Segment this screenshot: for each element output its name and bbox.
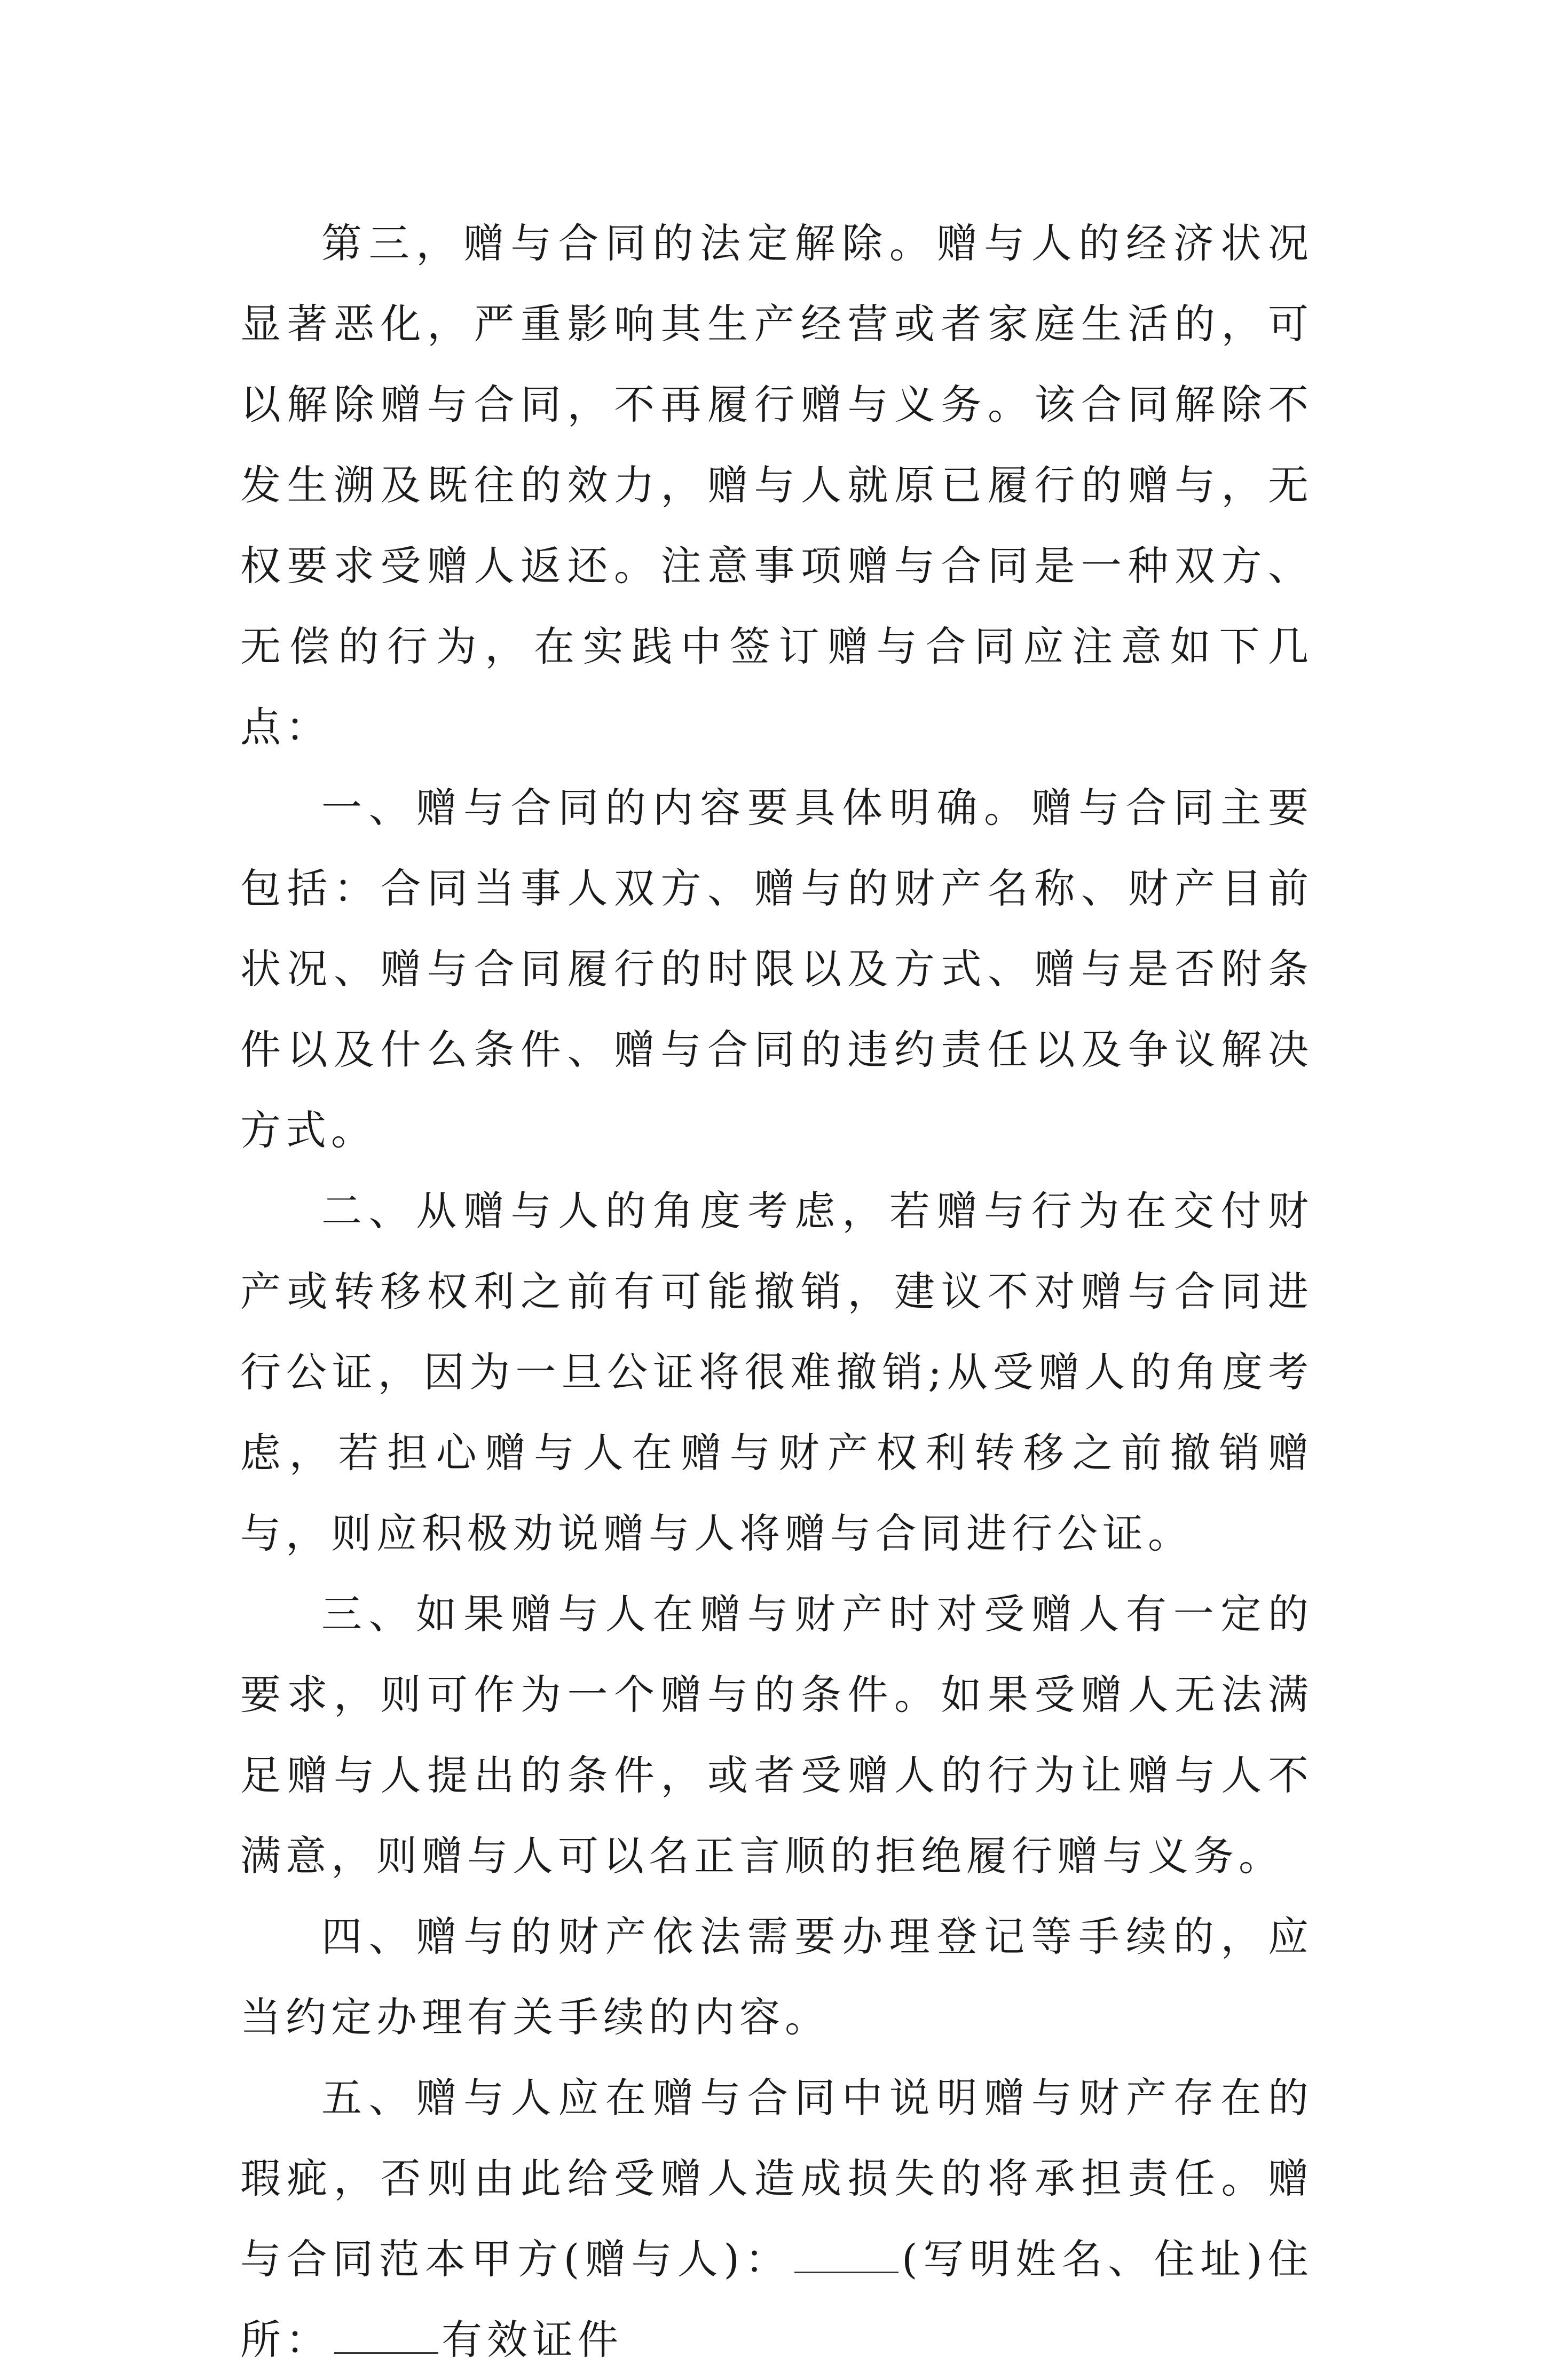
paragraph-point-three: 三、如果赠与人在赠与财产时对受赠人有一定的要求，则可作为一个赠与的条件。如果受赠人无法满足赠与人提出的条件，或者受赠人的行为让赠与人不满意，则赠与人可以名正言顺的拒绝履行赠与义务。 — [240, 1590, 1313, 1880]
paragraph-point-one: 一、赠与合同的内容要具体明确。赠与合同主要包括：合同当事人双方、赠与的财产名称、财产目前状况、赠与合同履行的时限以及方式、赠与是否附条件以及什么条件、赠与合同的违约责任以及争议解决方式。 — [240, 784, 1313, 1154]
paragraph-point-five — [240, 2057, 1313, 2380]
paragraph-point-two: 二、从赠与人的角度考虑，若赠与行为在交付财产或转移权利之前有可能撤销，建议不对赠与合同进行公证，因为一旦公证将很难撤销;从受赠人的角度考虑，若担心赠与人在赠与财产权利转移之前撤销赠与，则应积极劝说赠与人将赠与合同进行公证。 — [240, 1187, 1313, 1557]
blank-fill-line — [794, 2240, 898, 2273]
paragraph-point-five-text: 五、赠与人应在赠与合同中说明赠与财产存在的瑕疵，否则由此给受赠人造成损失的将承担责任。赠与合同范本甲方(赠与人)： — [240, 2074, 1313, 2283]
paragraph-point-five-text: 有效证件 — [442, 2316, 623, 2363]
document-body — [240, 203, 1313, 2380]
paragraph-legal-termination: 第三，赠与合同的法定解除。赠与人的经济状况显著恶化，严重影响其生产经营或者家庭生活的，可以解除赠与合同，不再履行赠与义务。该合同解除不发生溯及既往的效力，赠与人就原已履行的赠与，无权要求受赠人返还。注意事项赠与合同是一种双方、无偿的行为，在实践中签订赠与合同应注意如下几点： — [240, 219, 1313, 751]
paragraph-point-five-text: (写明姓名、住址)住所： — [240, 2235, 1313, 2363]
blank-fill-line — [334, 2320, 438, 2354]
paragraph-point-four: 四、赠与的财产依法需要办理登记等手续的，应当约定办理有关手续的内容。 — [240, 1913, 1313, 2041]
